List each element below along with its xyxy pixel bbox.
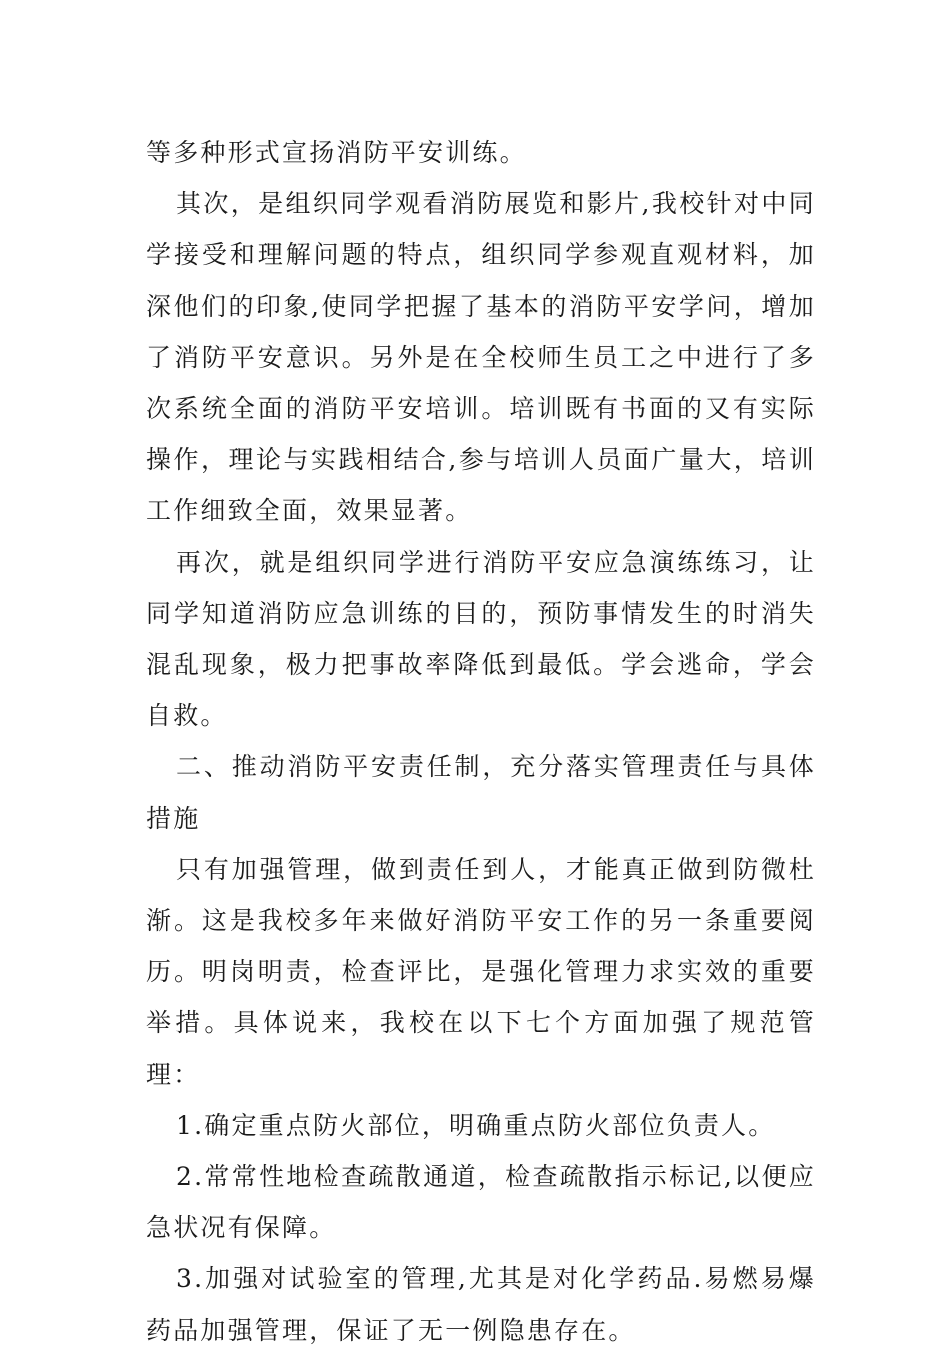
section-heading: 二、推动消防平安责任制，充分落实管理责任与具体措施 (146, 752, 816, 833)
paragraph-3: 再次，就是组织同学进行消防平安应急演练练习，让同学知道消防应急训练的目的，预防事情发生的时消失混乱现象，极力把事故率降低到最低。学会逃命，学会自救。 (146, 547, 816, 731)
paragraph-1: 等多种形式宣扬消防平安训练。 (146, 138, 527, 167)
list-item-3: 3.加强对试验室的管理,尤其是对化学药品.易燃易爆药品加强管理，保证了无一例隐患存在。 (146, 1264, 816, 1345)
paragraph-4: 只有加强管理，做到责任到人，才能真正做到防微杜渐。这是我校多年来做好消防平安工作的另一条重要阅历。明岗明责，检查评比，是强化管理力求实效的重要举措。具体说来，我校在以下七个方面加强了规范管理： (146, 854, 816, 1089)
document-body (146, 127, 816, 1356)
list-item-1: 1.确定重点防火部位，明确重点防火部位负责人。 (176, 1110, 776, 1140)
paragraph-2: 其次，是组织同学观看消防展览和影片,我校针对中同学接受和理解问题的特点，组织同学参观直观材料，加深他们的印象,使同学把握了基本的消防平安学问，增加了消防平安意识。另外是在全校师生员工之中进行了多次系统全面的消防平安培训。培训既有书面的又有实际操作，理论与实践相结合,参与培训人员面广量大，培训工作细致全面，效果显著。 (146, 189, 816, 526)
list-item-2: 2.常常性地检查疏散通道，检查疏散指示标记,以便应急状况有保障。 (146, 1162, 816, 1243)
